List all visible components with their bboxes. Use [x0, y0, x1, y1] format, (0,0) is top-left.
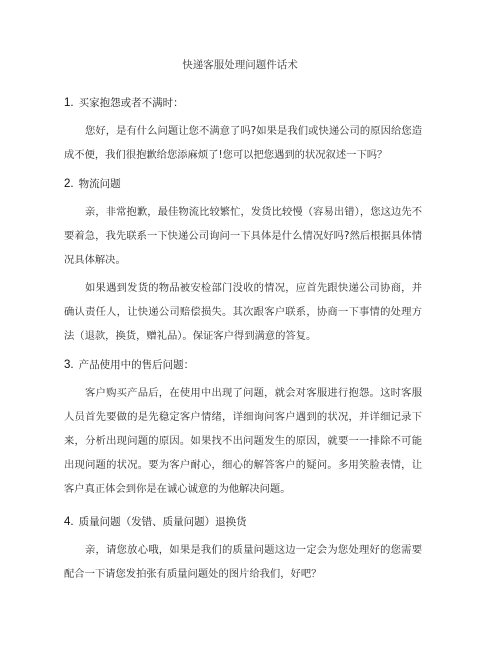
section-4-paragraph-1: 亲，请您放心哦，如果是我们的质量问题这边一定会为您处理好的您需要配合一下请您发拍张有质量问题处的图片给我们，好吧？	[64, 544, 422, 580]
section-3-heading	[64, 358, 194, 372]
section-4-title: 质量问题（发错、质量问题）退换货	[78, 516, 247, 528]
section-4-heading	[64, 515, 247, 529]
section-3-title: 产品使用中的售后问题：	[78, 359, 195, 371]
section-1-heading	[64, 96, 184, 110]
section-1-number: 1.	[64, 97, 74, 109]
section-2-title: 物流问题	[78, 178, 121, 190]
section-2-heading	[64, 177, 121, 191]
document-title: 快递客服处理问题件话术	[182, 59, 298, 71]
section-1-paragraph-1: 您好，是有什么问题让您不满意了吗?如果是我们或快递公司的原因给您造成不便，我们很抱歉给您添麻烦了!您可以把您遇到的状况叙述一下吗？	[64, 125, 422, 161]
section-3-paragraph-1: 客户购买产品后，在使用中出现了问题，就会对客服进行抱怨。这时客服人员首先要做的是先稳定客户情绪，详细询问客户遇到的状况，并详细记录下来，分析出现问题的原因。如果找不出问题发生的原因，就要一一排除不可能出现问题的状况。要为客户耐心，细心的解答客户的疑问。多用笑脸表情，让客户真正体会到你是在诚心诚意的为他解决问题。	[64, 387, 422, 495]
section-4-number: 4.	[64, 516, 74, 528]
section-2-paragraph-1: 亲，非常抱歉，最佳物流比较繁忙，发货比较慢（容易出错），您这边先不要着急，我先联系一下快递公司询问一下具体是什么情况好吗?然后根据具体情况具体解决。	[64, 206, 422, 266]
section-2-number: 2.	[64, 178, 74, 190]
section-1-title: 买家抱怨或者不满时：	[78, 97, 184, 109]
section-3-number: 3.	[64, 359, 74, 371]
section-2-paragraph-2: 如果遇到发货的物品被安检部门没收的情况，应首先跟快递公司协商，并确认责任人，让快递公司赔偿损失。其次跟客户联系，协商一下事情的处理方法（退款，换货，赠礼品）。保证客户得到满意的答复。	[64, 282, 422, 342]
